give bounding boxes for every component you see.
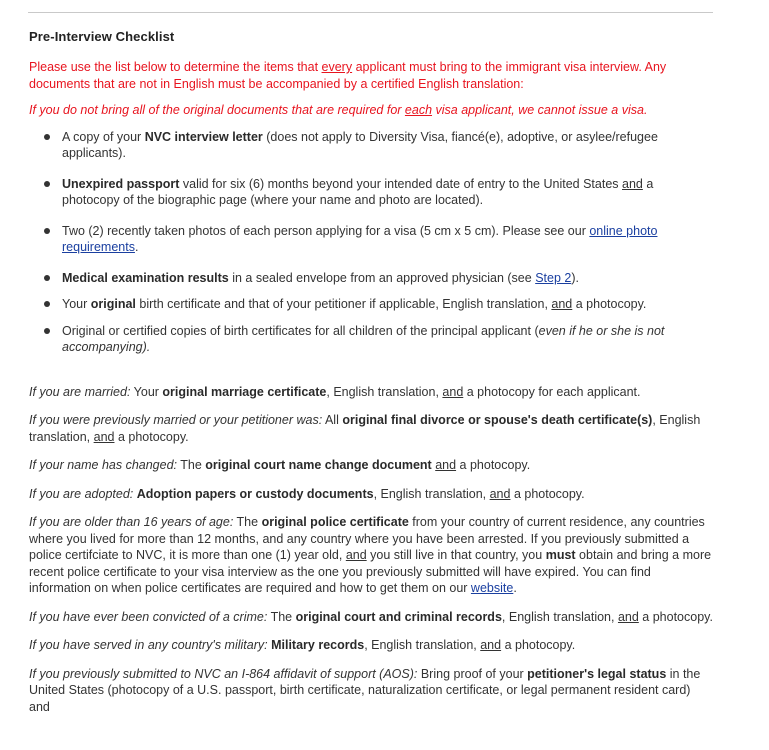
condition-text: Your bbox=[130, 384, 163, 399]
step-2-link[interactable]: Step 2 bbox=[535, 270, 572, 285]
condition-text: , English translation, bbox=[364, 638, 481, 652]
page-title: Pre-Interview Checklist bbox=[29, 29, 175, 44]
item-italic: even if he or she is not accompanying). bbox=[62, 323, 665, 354]
warning-paragraph bbox=[29, 102, 713, 119]
condition-text: , English translation, bbox=[29, 413, 701, 444]
condition-bold: Military records bbox=[271, 638, 365, 652]
condition-text: Bring proof of your bbox=[417, 666, 528, 681]
condition-text: , English translation, bbox=[501, 609, 618, 624]
item-text: (does not apply to Diversity Visa, fiancé(e), adoptive, or asylee/refugee applicants). bbox=[62, 129, 658, 160]
bullet-icon bbox=[44, 181, 50, 187]
item-text: Original or certified copies of birth certificates for all children of the principal applicant ( bbox=[62, 323, 539, 338]
condition-older-than-16 bbox=[29, 514, 713, 597]
condition-underline: and bbox=[93, 429, 115, 444]
item-text: ). bbox=[571, 270, 579, 285]
bullet-icon bbox=[44, 134, 50, 140]
list-item-photos bbox=[29, 223, 713, 256]
condition-lead: If you previously submitted to NVC an I-864 affidavit of support (AOS): bbox=[29, 666, 418, 681]
condition-text: All bbox=[322, 413, 343, 427]
condition-bold: Adoption papers or custody documents bbox=[136, 486, 374, 501]
bullet-icon bbox=[44, 275, 50, 281]
intro-text: Please use the list below to determine the items that bbox=[29, 60, 322, 74]
item-bold: NVC interview letter bbox=[144, 129, 263, 144]
condition-bold: original court name change document bbox=[205, 458, 432, 472]
condition-text: , English translation, bbox=[373, 486, 490, 501]
condition-text: you still live in that country, you bbox=[366, 548, 546, 562]
condition-military bbox=[29, 637, 713, 654]
condition-bold: original final divorce or spouse's death certificate(s) bbox=[342, 413, 653, 427]
condition-text: a photocopy. bbox=[114, 429, 189, 444]
condition-lead: If you are married: bbox=[29, 384, 131, 399]
condition-text: a photocopy for each applicant. bbox=[463, 384, 641, 399]
bullet-icon bbox=[44, 328, 50, 334]
condition-underline: and bbox=[435, 458, 457, 472]
intro-paragraph bbox=[29, 59, 713, 92]
condition-bold: petitioner's legal status bbox=[527, 666, 667, 681]
condition-adopted bbox=[29, 486, 713, 503]
list-item-medical bbox=[29, 270, 713, 287]
item-bold: Medical examination results bbox=[62, 270, 229, 285]
item-text: a photocopy of the biographic page (where your name and photo are located). bbox=[62, 176, 654, 207]
condition-text: a photocopy. bbox=[510, 486, 585, 501]
item-text: birth certificate and that of your petitioner if applicable, English translation, bbox=[135, 297, 552, 311]
condition-text: The bbox=[267, 609, 296, 624]
condition-lead: If you are adopted: bbox=[29, 486, 134, 501]
required-documents-list bbox=[29, 129, 713, 356]
condition-married bbox=[29, 384, 713, 401]
item-text: in a sealed envelope from an approved physician (see bbox=[228, 270, 536, 285]
condition-lead: If you were previously married or your petitioner was: bbox=[29, 413, 323, 427]
item-underline: and bbox=[551, 297, 573, 311]
condition-text: obtain and bring a more recent police certificate to your visa interview as the one you previously submitted will have expired. You can find information on when police certificates are required and how to get them on our bbox=[29, 548, 712, 595]
condition-underline: and bbox=[489, 486, 511, 501]
item-text: a photocopy. bbox=[572, 297, 647, 311]
item-text: valid for six (6) months beyond your intended date of entry to the United States bbox=[179, 176, 622, 191]
condition-previously-married bbox=[29, 412, 713, 445]
condition-text: The bbox=[233, 515, 262, 529]
online-photo-requirements-link[interactable]: online photo requirements bbox=[62, 223, 658, 254]
list-item-children-certificates bbox=[29, 323, 713, 356]
condition-text: a photocopy. bbox=[456, 458, 531, 472]
condition-name-changed bbox=[29, 457, 713, 474]
condition-lead: If you are older than 16 years of age: bbox=[29, 515, 234, 529]
condition-text: , English translation, bbox=[326, 384, 443, 399]
condition-text: a photocopy. bbox=[501, 638, 576, 652]
conditional-requirements bbox=[29, 384, 713, 716]
condition-underline: and bbox=[345, 548, 367, 562]
condition-convicted bbox=[29, 609, 713, 626]
intro-emphasis: every bbox=[321, 60, 353, 74]
police-certificate-website-link[interactable]: website bbox=[470, 581, 514, 595]
item-text: A copy of your bbox=[62, 129, 145, 144]
item-bold: original bbox=[90, 297, 136, 311]
condition-bold: original court and criminal records bbox=[295, 609, 502, 624]
item-bold: Unexpired passport bbox=[62, 176, 180, 191]
warning-emphasis: each bbox=[404, 103, 433, 117]
condition-bold: original police certificate bbox=[261, 515, 409, 529]
list-item-birth-certificate bbox=[29, 296, 713, 313]
warning-text-cont: visa applicant, we cannot issue a visa. bbox=[432, 103, 648, 117]
condition-underline: and bbox=[480, 638, 502, 652]
bullet-icon bbox=[44, 301, 50, 307]
item-text: Two (2) recently taken photos of each person applying for a visa (5 cm x 5 cm). Please see our bbox=[62, 223, 590, 238]
intro-text-cont: applicant must bring to the immigrant visa interview. Any documents that are not in English must be accompanied by a certified English translation: bbox=[29, 60, 667, 91]
condition-affidavit-of-support bbox=[29, 666, 713, 716]
checklist-section bbox=[29, 29, 713, 715]
condition-underline: and bbox=[442, 384, 464, 399]
top-divider bbox=[28, 12, 713, 13]
condition-lead: If you have served in any country's military: bbox=[29, 638, 268, 652]
list-item-nvc-letter bbox=[29, 129, 713, 162]
condition-text: a photocopy. bbox=[638, 609, 713, 624]
item-text: . bbox=[134, 240, 139, 254]
condition-text: in the United States (photocopy of a U.S. passport, birth certificate, naturalization certificate, or legal permanent resident card) and bbox=[29, 666, 701, 714]
list-item-passport bbox=[29, 176, 713, 209]
condition-underline: and bbox=[617, 609, 639, 624]
item-text: Your bbox=[62, 297, 91, 311]
condition-text: from your country of current residence, any countries where you lived for more than 12 months, and any country where you have been arrested. If you previously submitted a police certifciate to NVC, it is more than one (1) year old, bbox=[29, 515, 705, 562]
condition-text: . bbox=[513, 581, 517, 595]
item-underline: and bbox=[622, 176, 643, 191]
condition-bold: original marriage certificate bbox=[162, 384, 327, 399]
condition-lead: If you have ever been convicted of a crime: bbox=[29, 609, 268, 624]
condition-text: The bbox=[177, 458, 206, 472]
warning-text: If you do not bring all of the original documents that are required for bbox=[29, 103, 405, 117]
condition-lead: If your name has changed: bbox=[29, 458, 178, 472]
condition-bold: must bbox=[545, 548, 576, 562]
bullet-icon bbox=[44, 228, 50, 234]
